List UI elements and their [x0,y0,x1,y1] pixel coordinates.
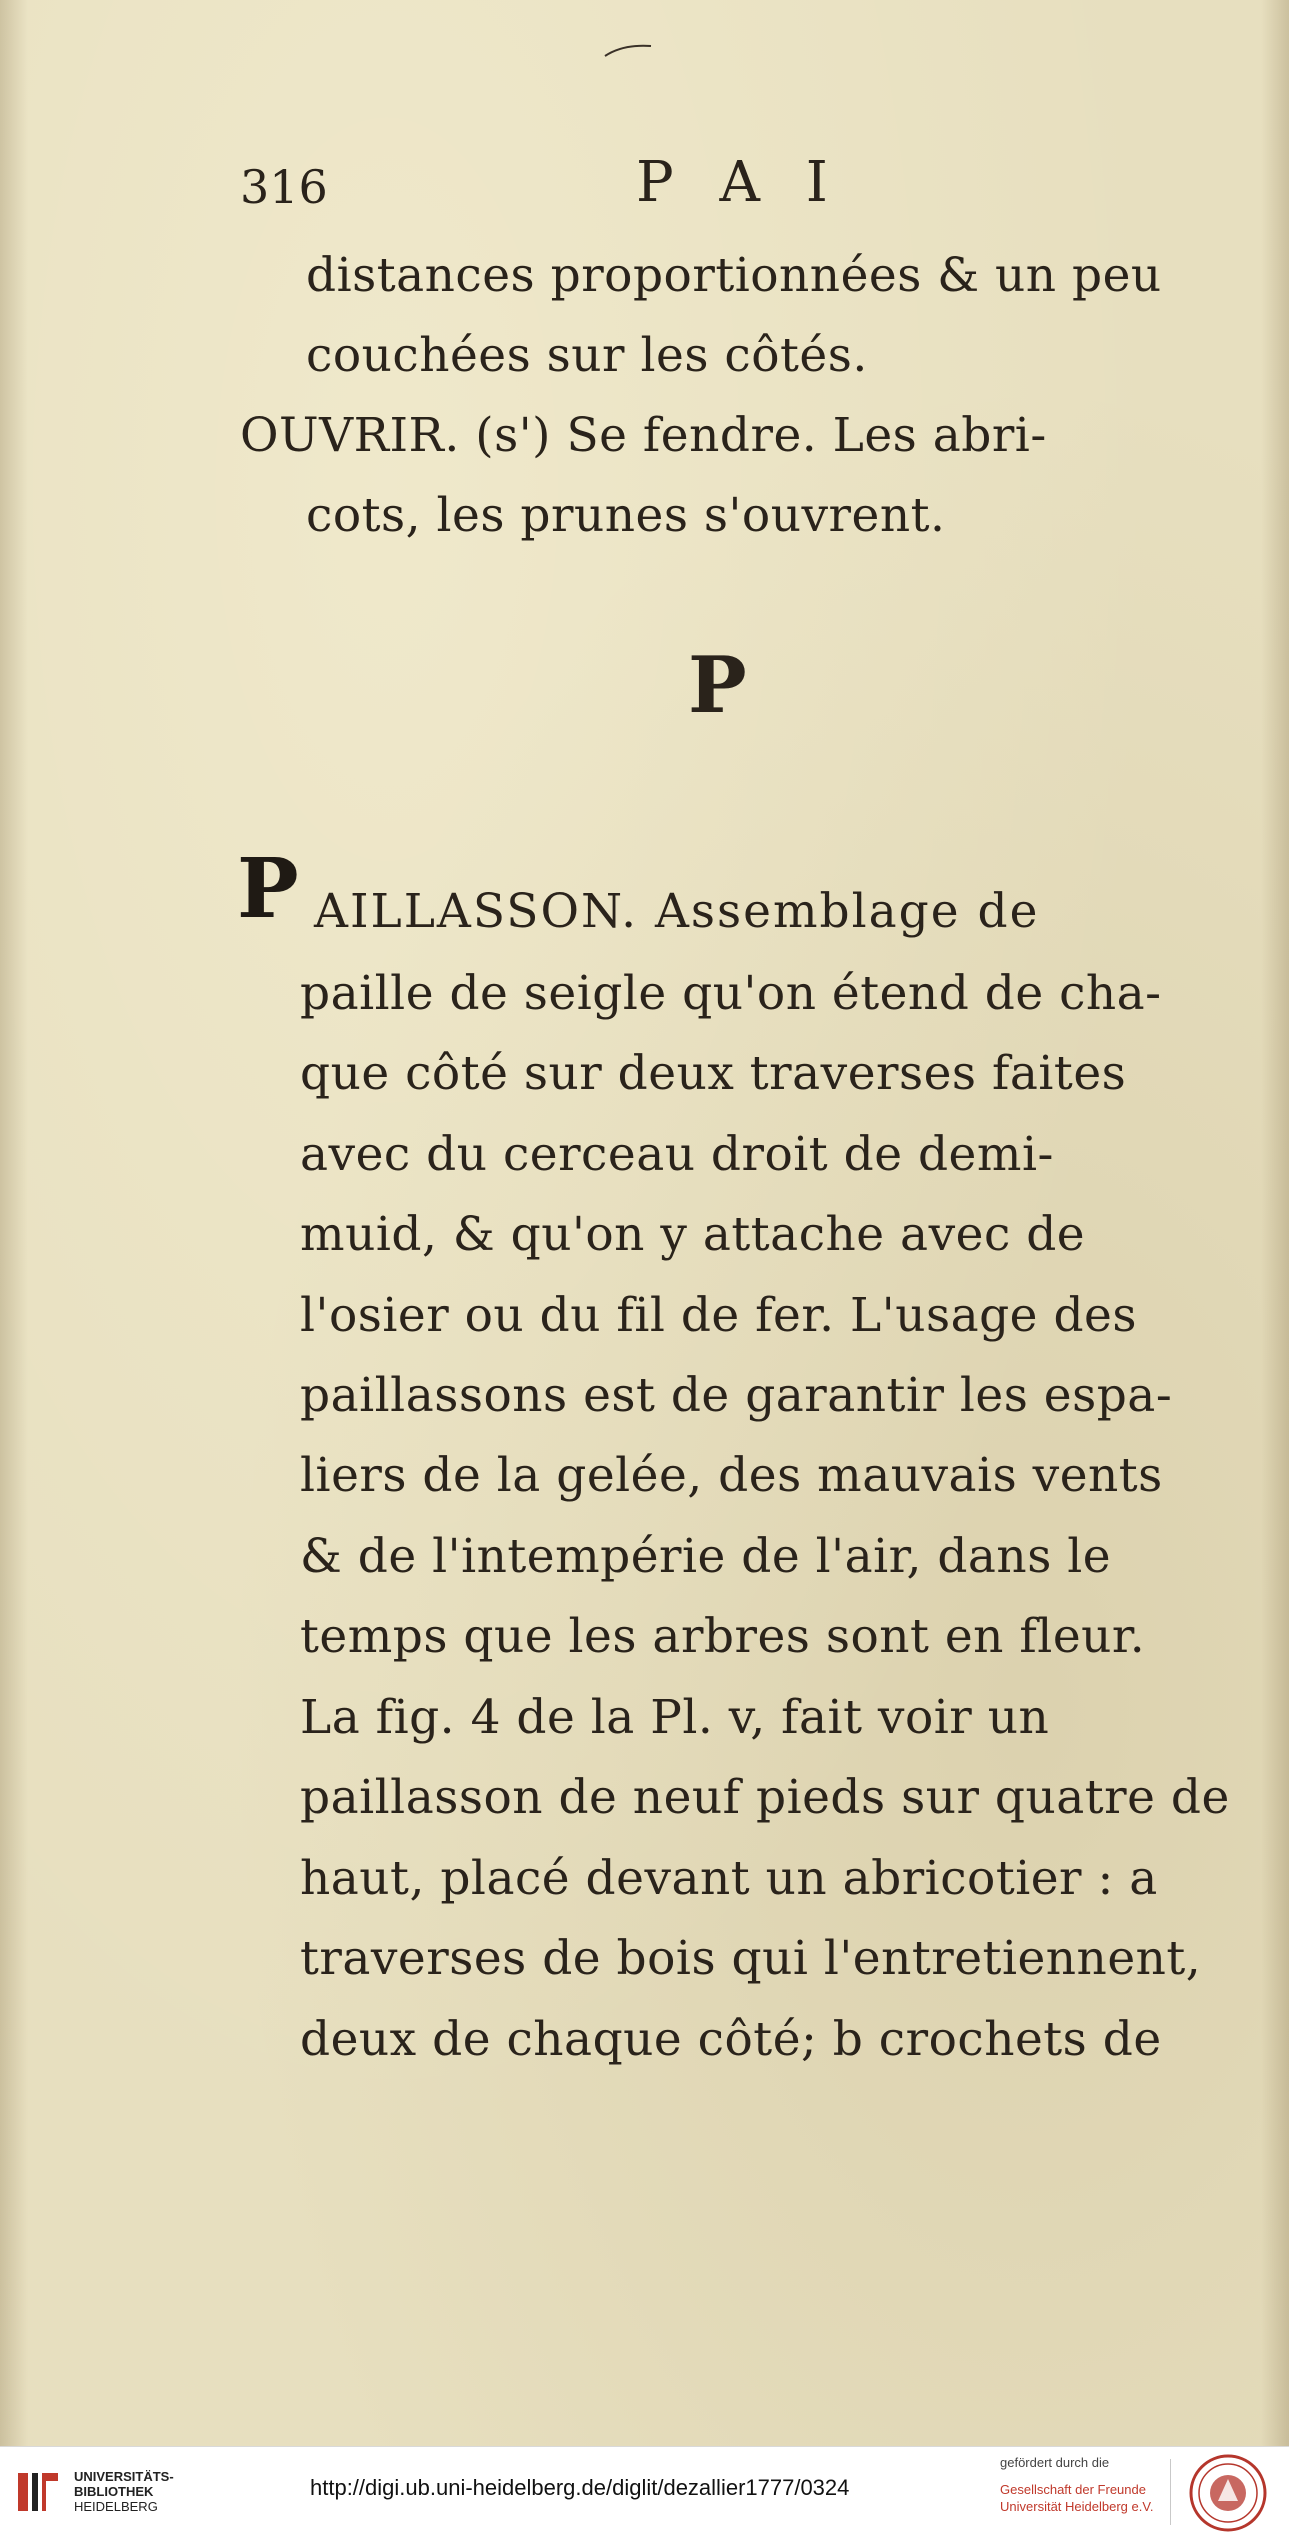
society-name-line: Universität Heidelberg e.V. [1000,2499,1154,2514]
library-name-line: HEIDELBERG [74,2499,158,2514]
text-line: cots, les prunes s'ouvrent. [306,488,946,543]
text-line: & de l'intempérie de l'air, dans le [300,1529,1112,1584]
page-edge-right [1261,0,1289,2446]
text-line: deux de chaque côté; b crochets de [300,2012,1162,2067]
viewer-footer [0,2446,1289,2535]
text-line: paille de seigle qu'on étend de cha- [300,966,1162,1021]
funded-by-label: gefördert durch die [1000,2455,1110,2470]
drop-cap: P [237,841,299,937]
text-line: muid, & qu'on y attache avec de [300,1207,1086,1262]
society-name [1000,2481,1153,2515]
text-line: OUVRIR. (s') Se fendre. Les abri- [240,408,1047,463]
university-seal-icon [1188,2453,1268,2533]
text-line: haut, placé devant un abricotier : a [300,1851,1158,1906]
library-name-line: BIBLIOTHEK [74,2484,154,2499]
pencil-mark [603,40,653,60]
text-line: temps que les arbres sont en fleur. [300,1609,1146,1664]
text-line: que côté sur deux traverses faites [300,1046,1127,1101]
page-number: 316 [240,160,328,214]
text-line: paillassons est de garantir les espa- [300,1368,1173,1423]
university-library-logo-icon [14,2467,64,2517]
section-letter: P [688,640,747,731]
university-library-name [74,2469,174,2514]
text-line: distances proportionnées & un peu [306,248,1162,303]
text-line: avec du cerceau droit de demi- [300,1127,1054,1182]
permalink-url[interactable]: http://digi.ub.uni-heidelberg.de/diglit/dezallier1777/0324 [310,2475,850,2500]
text-line: liers de la gelée, des mauvais vents [300,1448,1163,1503]
entry-headline: AILLASSON. Assemblage de [314,884,1040,939]
library-name-line: UNIVERSITÄTS- [74,2469,174,2484]
text-line: couchées sur les côtés. [306,328,868,383]
page-edge-left [0,0,28,2446]
society-name-line: Gesellschaft der Freunde [1000,2482,1146,2497]
text-line: traverses de bois qui l'entretiennent, [300,1931,1202,1986]
text-line: paillasson de neuf pieds sur quatre de [300,1770,1230,1825]
running-head: P A I [636,150,842,215]
text-line: La fig. 4 de la Pl. v, fait voir un [300,1690,1050,1745]
text-line: l'osier ou du fil de fer. L'usage des [300,1288,1137,1343]
footer-divider [1170,2459,1171,2525]
